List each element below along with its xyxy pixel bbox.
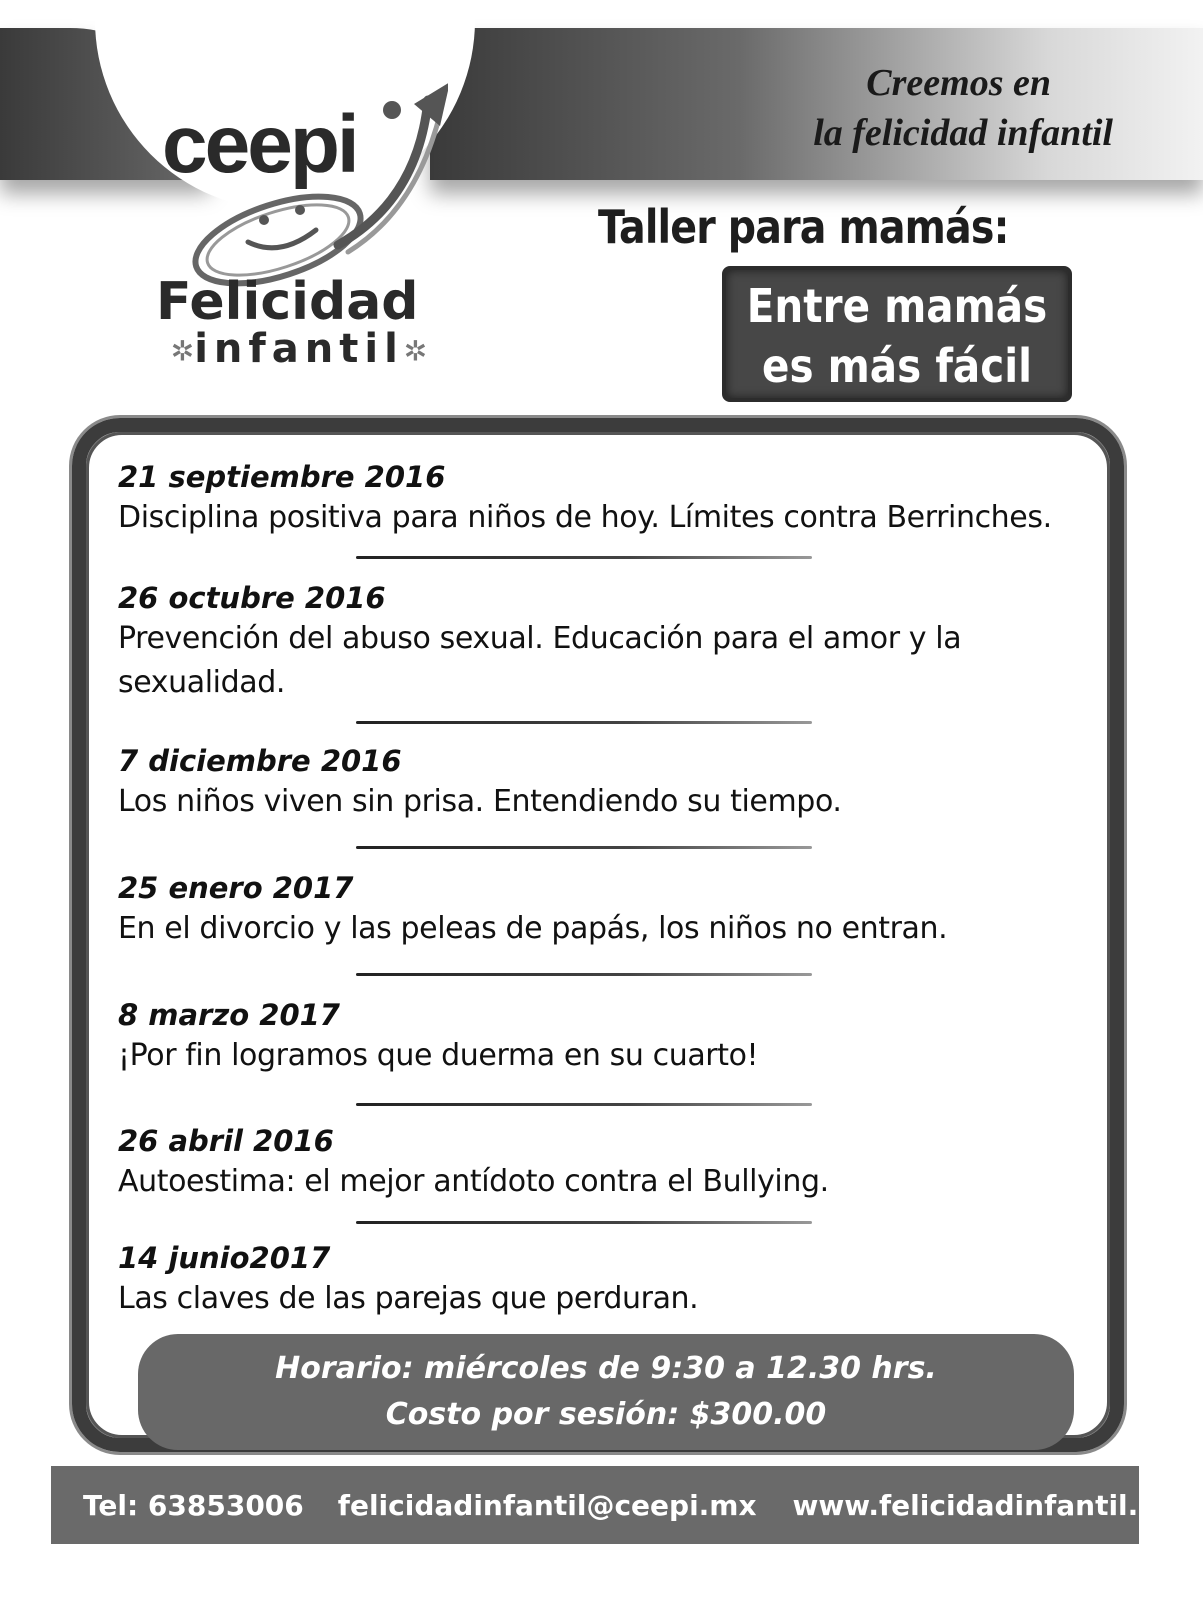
session-item [118,1122,1108,1204]
session-topic: Autoestima: el mejor antídoto contra el Bullying. [118,1164,829,1199]
session-item [118,869,1108,951]
tagline [693,58,1113,158]
session-topic: Disciplina positiva para niños de hoy. Límites contra Berrinches. [118,500,1052,535]
session-topic: Las claves de las parejas que perduran. [118,1281,699,1316]
session-item [118,996,1108,1078]
session-date: 26 octubre 2016 [118,581,386,615]
workshop-name-box [722,266,1072,402]
website-url: www.felicidadinfantil.com [792,1488,1203,1522]
logo-brand: ceepi [162,99,357,190]
tagline-line-2: la felicidad infantil [813,112,1113,154]
session-item [118,579,1108,705]
workshop-name-line-1: Entre mamás [746,279,1048,333]
star-icon: ✲ [403,334,428,368]
email-address: felicidadinfantil@ceepi.mx [337,1488,757,1522]
session-topic: Prevención del abuso sexual. Educación para el amor y la sexualidad. [118,621,962,700]
separator-line [356,1221,812,1224]
session-date: 14 junio2017 [118,1241,331,1275]
separator-line [356,846,812,849]
session-date: 21 septiembre 2016 [118,460,446,494]
session-date: 26 abril 2016 [118,1124,334,1158]
session-date: 7 diciembre 2016 [118,744,402,778]
separator-line [356,1103,812,1106]
separator-line [356,973,812,976]
session-item [118,458,1108,540]
separator-line [356,721,812,724]
workshop-title: Taller para mamás: [598,200,1009,254]
logo-felicidad: Felicidad [156,272,419,332]
schedule-cost-box [138,1334,1074,1450]
logo-infantil-line [154,326,444,372]
session-topic: En el divorcio y las peleas de papás, los niños no entran. [118,911,948,946]
phone-number: Tel: 63853006 [83,1488,304,1522]
logo-infantil: infantil [194,326,404,372]
schedule-text: Horario: miércoles de 9:30 a 12.30 hrs. [275,1351,937,1386]
cost-text: Costo por sesión: $300.00 [385,1397,827,1432]
separator-line [356,556,812,559]
star-icon: ✲ [170,334,195,368]
session-date: 25 enero 2017 [118,871,354,905]
session-item [118,1239,1108,1321]
workshop-name-line-2: es más fácil [761,339,1032,393]
contact-footer [51,1466,1203,1544]
session-date: 8 marzo 2017 [118,998,340,1032]
tagline-line-1: Creemos en [866,62,1051,104]
ceepi-logo [150,60,450,370]
session-item [118,742,1108,824]
session-topic: ¡Por fin logramos que duerma en su cuarto! [118,1038,759,1073]
session-topic: Los niños viven sin prisa. Entendiendo su tiempo. [118,784,842,819]
